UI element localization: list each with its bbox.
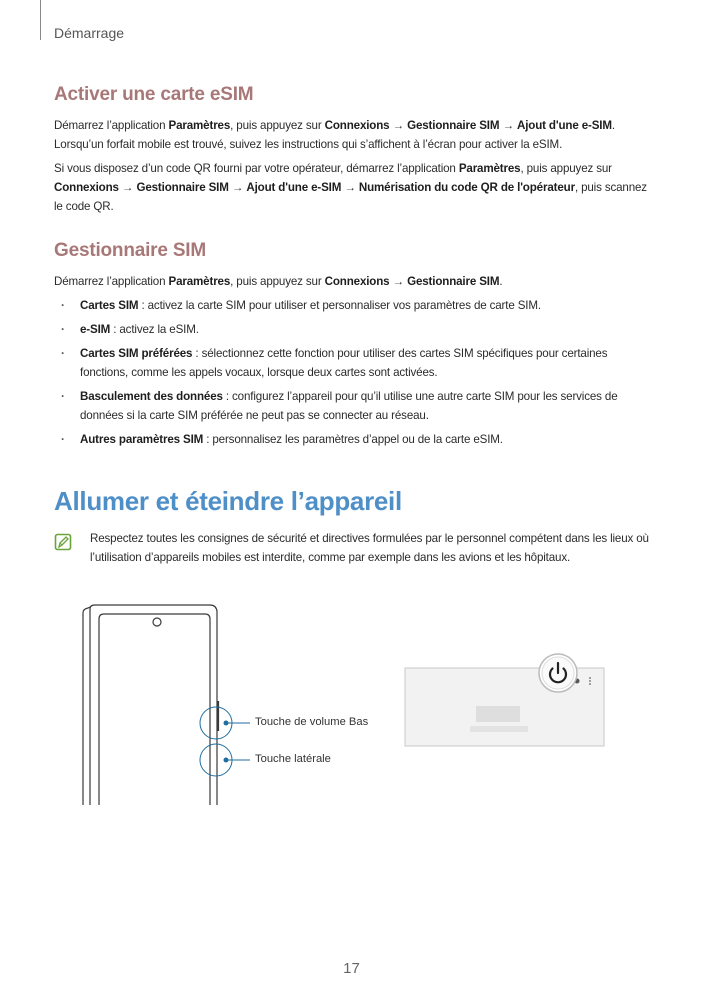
ui-term: Connexions — [324, 119, 390, 132]
text-run: → — [499, 119, 517, 132]
list-item-term: e-SIM — [80, 323, 111, 336]
text-run: Démarrez l’application — [54, 275, 169, 288]
text-run: . — [499, 275, 503, 288]
ui-term: Connexions — [54, 181, 119, 194]
ui-term: Paramètres — [168, 119, 231, 132]
text-run: . Lorsqu’un forfait mobile est trouvé, suivez les instructions qui s’affichent à l’écran pour activer la eSIM. — [54, 119, 615, 151]
callout-dot-volume — [224, 721, 229, 726]
esim-paragraph-2 — [54, 159, 654, 216]
device-illustration — [0, 595, 703, 805]
text-run: , puis appuyez sur — [230, 119, 325, 132]
list-item — [54, 430, 654, 449]
esim-paragraph-1 — [54, 116, 654, 154]
text-run: , puis appuyez sur — [520, 162, 612, 175]
text-run: → — [228, 181, 247, 194]
sim-manager-list — [54, 296, 654, 454]
list-item — [54, 387, 654, 425]
text-run: → — [389, 119, 408, 132]
callout-dot-side — [224, 758, 229, 763]
list-item-description: : personnalisez les paramètres d’appel ou de la carte eSIM. — [203, 433, 503, 446]
section-title-sim-manager: Gestionnaire SIM — [54, 240, 207, 261]
text-run: , puis scannez le code QR. — [54, 181, 647, 213]
ui-term: Gestionnaire SIM — [136, 181, 229, 194]
list-item-description: : sélectionnez cette fonction pour utiliser des cartes SIM spécifiques pour certaines fonctions, comme les appels vocaux, lorsque deux cartes sont activées. — [80, 347, 608, 379]
more-options-icon — [589, 677, 591, 685]
ui-term: Gestionnaire SIM — [407, 119, 500, 132]
text-run: Démarrez l’application — [54, 119, 169, 132]
label-volume-down-key: Touche de volume Bas — [255, 716, 369, 728]
ui-term: Numérisation du code QR de l'opérateur — [358, 181, 575, 194]
list-item-description: : activez la eSIM. — [110, 323, 199, 336]
note-pencil-icon — [54, 533, 72, 551]
text-run: → — [341, 181, 359, 194]
list-item — [54, 320, 654, 339]
ui-term: Paramètres — [458, 162, 521, 175]
page-number: 17 — [343, 960, 360, 977]
section-title-power: Allumer et éteindre l’appareil — [54, 486, 402, 516]
list-item-term: Autres paramètres SIM — [80, 433, 204, 446]
ui-term: Ajout d'une e-SIM — [516, 119, 612, 132]
list-item-description: : activez la carte SIM pour utiliser et personnaliser vos paramètres de carte SIM. — [138, 299, 541, 312]
list-item-term: Cartes SIM — [80, 299, 139, 312]
text-run: → — [389, 275, 408, 288]
ui-term: Ajout d'une e-SIM — [246, 181, 342, 194]
ui-term: Connexions — [324, 275, 390, 288]
safety-note: Respectez toutes les consignes de sécurité et directives formulées par le personnel compétent dans les lieux où l’utilisation d’appareils mobiles est interdite, comme par exemple dans les avions et les hôpitaux. — [90, 532, 649, 564]
list-item — [54, 344, 654, 382]
ui-term: Paramètres — [168, 275, 231, 288]
text-run: Si vous disposez d’un code QR fourni par votre opérateur, démarrez l’application — [54, 162, 459, 175]
list-item-term: Cartes SIM préférées — [80, 347, 193, 360]
text-run: → — [118, 181, 137, 194]
power-menu-screen — [405, 654, 604, 746]
header-rule — [40, 0, 41, 40]
sim-manager-intro — [54, 272, 654, 291]
text-run: , puis appuyez sur — [230, 275, 325, 288]
section-title-esim: Activer une carte eSIM — [54, 84, 254, 105]
running-header: Démarrage — [54, 25, 125, 41]
list-item — [54, 296, 654, 315]
list-item-term: Basculement des données — [80, 390, 223, 403]
phone-drawing — [83, 605, 218, 805]
list-item-description: : configurez l’appareil pour qu’il utilise une autre carte SIM pour les services de données si la carte SIM préférée ne peut pas se connecter au réseau. — [80, 390, 618, 422]
label-side-key: Touche latérale — [255, 753, 331, 765]
ui-term: Gestionnaire SIM — [407, 275, 500, 288]
